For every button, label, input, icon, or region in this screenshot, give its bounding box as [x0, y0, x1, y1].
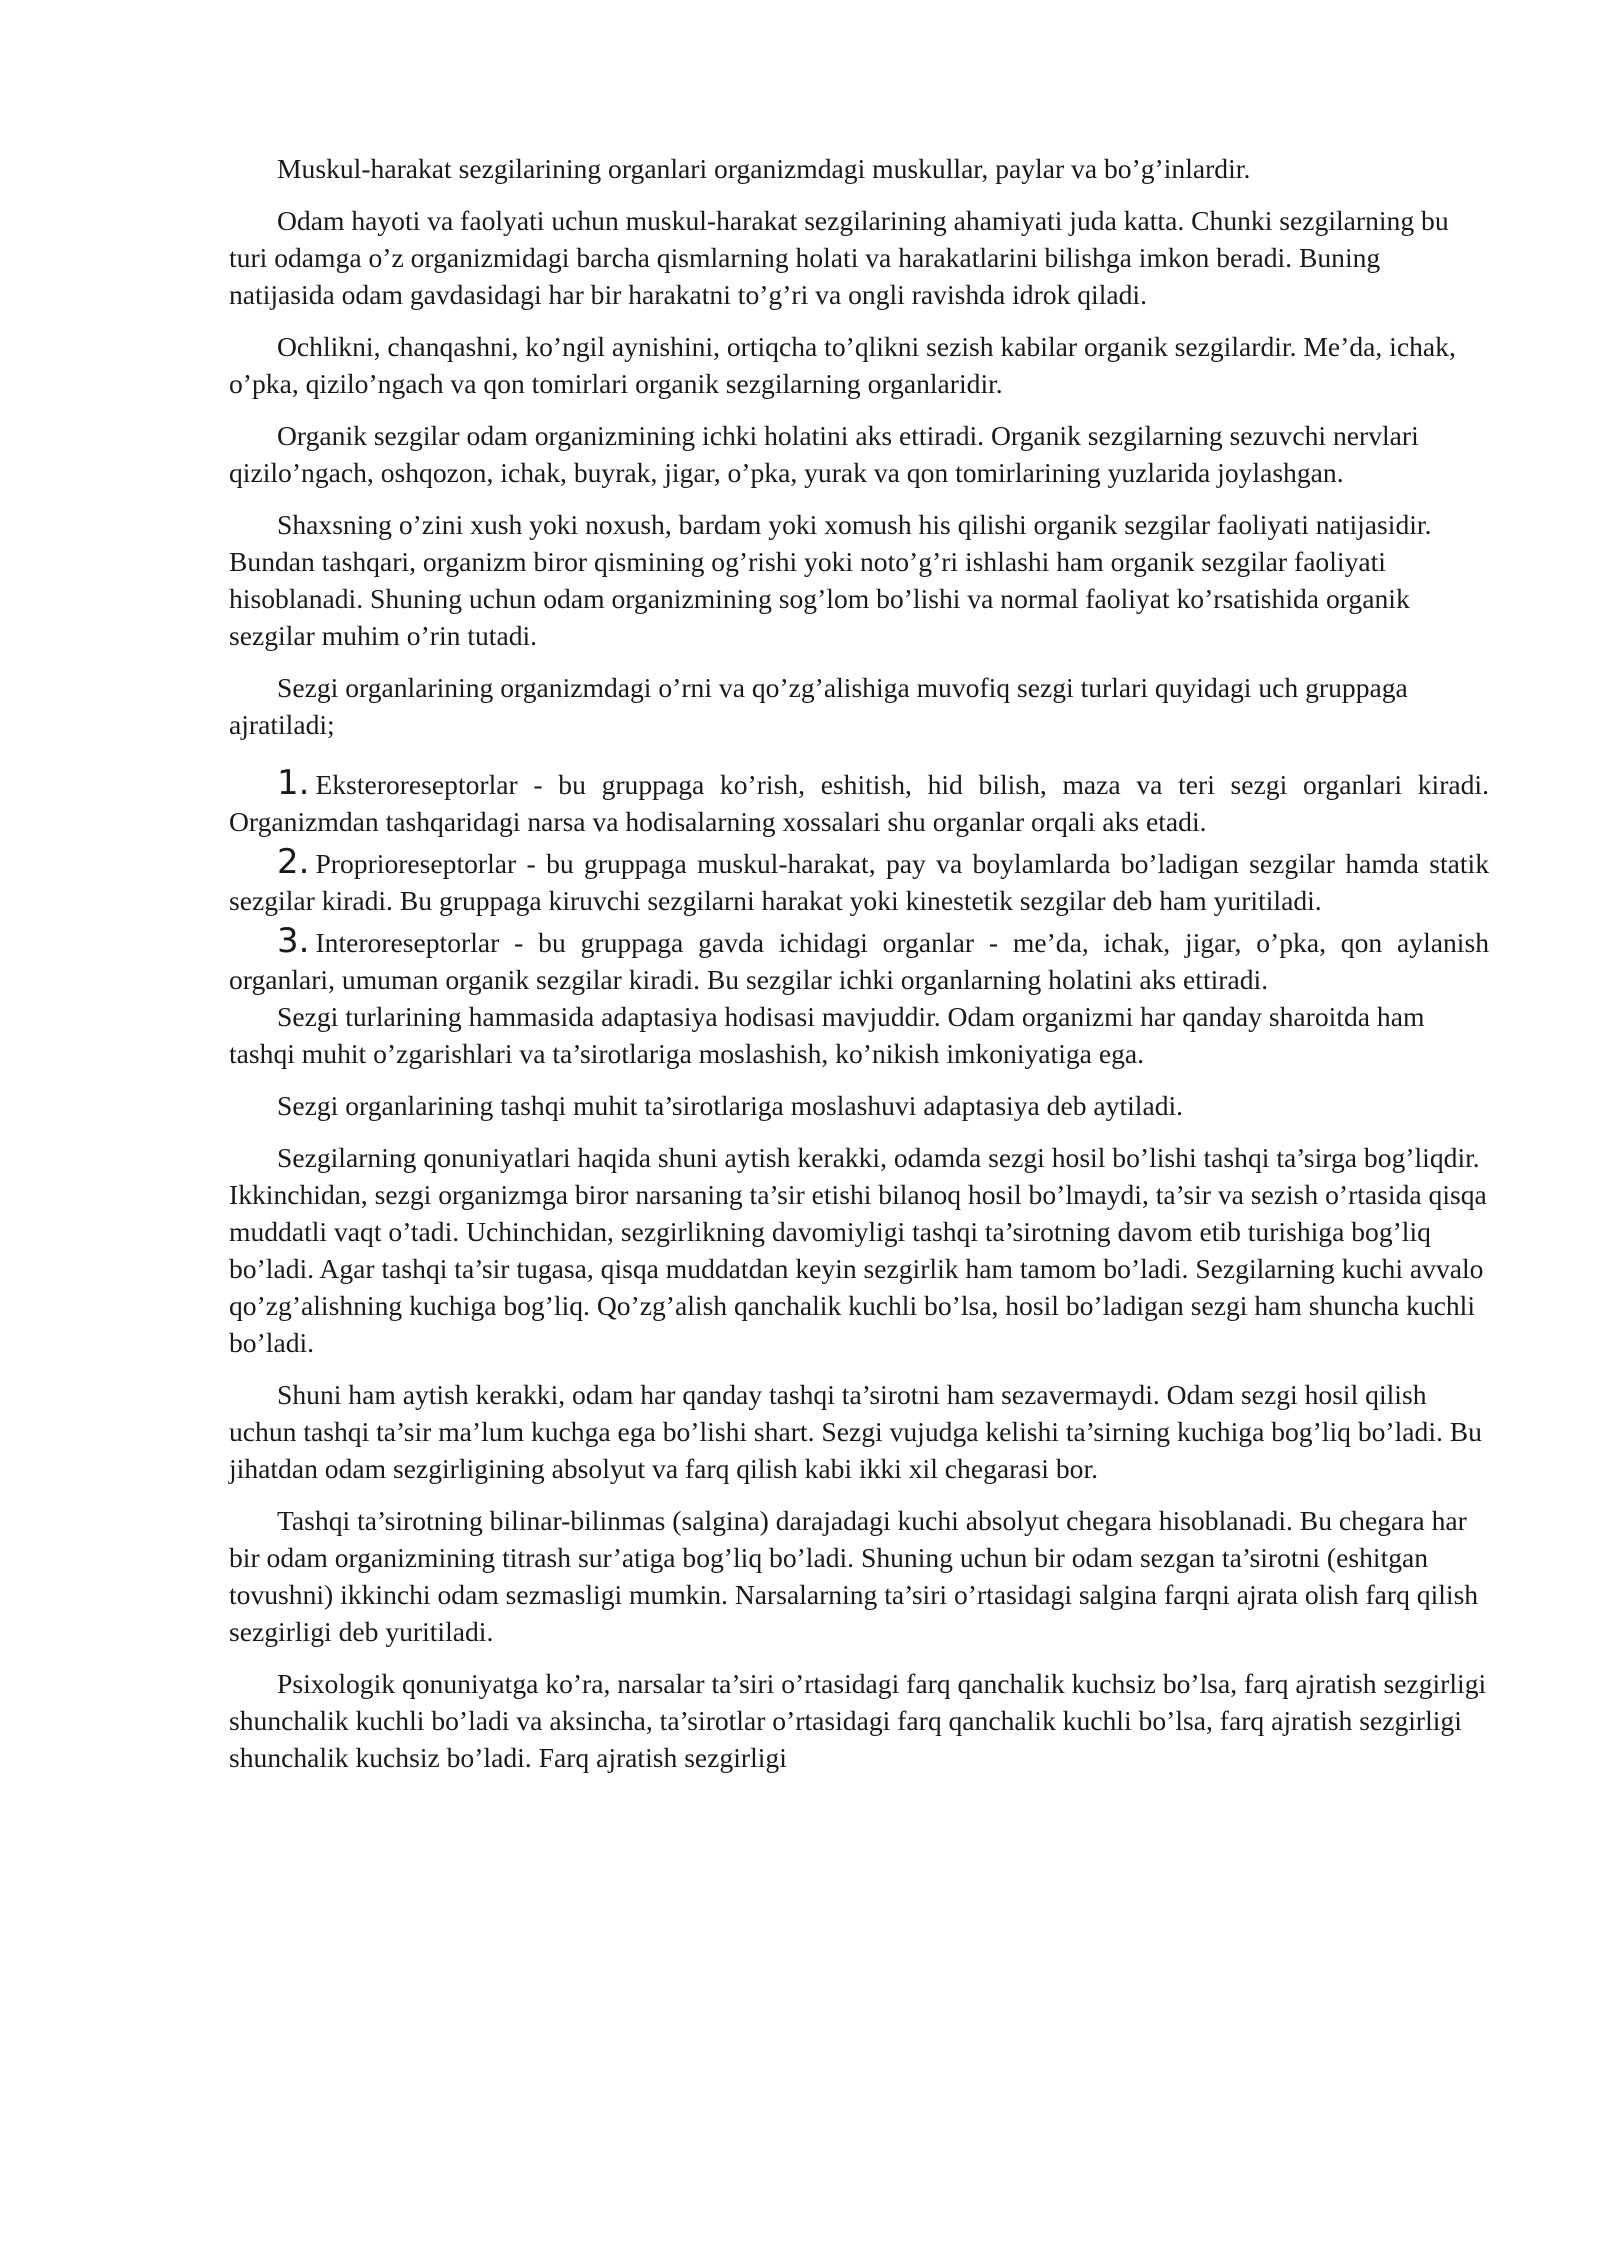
paragraph-organic-internal-state: Organik sezgilar odam organizmining ichki holatini aks ettiradi. Organik sezgilarning sezuvchi nervlari qizilo’ngach, oshqozon, ichak, buyrak, jigar, o’pka, yurak va qon tomirlarining yuzlarida joylashgan. — [229, 420, 1419, 488]
list-item — [229, 765, 1489, 840]
paragraph-muscle-organs: Muskul-harakat sezgilarining organlari organizmdagi muskullar, paylar va bo’g’inlardir. — [277, 153, 1251, 184]
paragraph-muscle-importance: Odam hayoti va faolyati uchun muskul-harakat sezgilarining ahamiyati juda katta. Chunki sezgilarning bu turi odamga o’z organizmidagi barcha qismlarning holati va harakatlarini bilishga imkon beradi. Buning natijasida odam gavdasidagi har bir harakatni to’g’ri va ongli ravishda idrok qiladi. — [229, 205, 1449, 310]
paragraph-absolute-threshold: Tashqi ta’sirotning bilinar-bilinmas (salgina) darajadagi kuchi absolyut chegara hisoblanadi. Bu chegara har bir odam organizmining titrash sur’atiga bog’liq bo’ladi. Shuning uchun bir odam sezgan ta’sirotni (eshitgan tovushni) ikkinchi odam sezmasligi mumkin. Narsalarning ta’siri o’rtasidagi salgina farqni ajrata olish farq qilish sezgirligi deb yuritiladi. — [229, 1505, 1479, 1647]
paragraph-adaptation: Sezgi turlarining hammasida adaptasiya hodisasi mavjuddir. Odam organizmi har qanday sharoitda ham tashqi muhit o’zgarishlari va ta’sirotlariga moslashish, ko’nikish imkoniyatiga ega. — [229, 1001, 1425, 1069]
list-item-text: Eksteroreseptorlar - bu gruppaga ko’rish, eshitish, hid bilish, maza va teri sezgi organlari kiradi. Organizmdan tashqaridagi narsa va hodisalarning xossalari shu organlar orqali aks etadi. — [229, 769, 1489, 837]
paragraph-three-groups-intro: Sezgi organlarining organizmdagi o’rni va qo’zg’alishiga muvofiq sezgi turlari quyidagi uch gruppaga ajratiladi; — [229, 672, 1408, 740]
list-item-text: Interoreseptorlar - bu gruppaga gavda ichidagi organlar - me’da, ichak, jigar, o’pka, qon aylanish organlari, umuman organik sezgilar kiradi. Bu sezgilar ichki organlarning holatini aks ettiradi. — [229, 927, 1489, 995]
list-item-text: Proprioreseptorlar - bu gruppaga muskul-harakat, pay va boylamlarda bo’ladigan sezgilar hamda statik sezgilar kiradi. Bu gruppaga kiruvchi sezgilarni harakat yoki kinestetik sezgilar deb ham yuritiladi. — [229, 848, 1489, 916]
list-item — [229, 923, 1489, 998]
paragraph-organic-sensations: Ochlikni, chanqashni, ko’ngil aynishini, ortiqcha to’qlikni sezish kabilar organik sezgilardir. Me’da, ichak, o’pka, qizilo’ngach va qon tomirlari organik sezgilarning organlaridir. — [229, 331, 1456, 399]
list-item-number: 3. — [277, 921, 310, 961]
paragraph-organic-activity: Shaxsning o’zini xush yoki noxush, bardam yoki xomush his qilishi organik sezgilar faoliyati natijasidir. Bundan tashqari, organizm biror qismining og’rishi yoki noto’g’ri ishlashi ham organik sezgilar faoliyati hisoblanadi. Shuning uchun odam organizmining sog’lom bo’lishi va normal faoliyat ko’rsatishida organik sezgilar muhim o’rin tutadi. — [229, 509, 1432, 651]
paragraph-adaptation-definition: Sezgi organlarining tashqi muhit ta’sirotlariga moslashuvi adaptasiya deb aytiladi. — [277, 1090, 1184, 1121]
paragraph-psychological-law: Psixologik qonuniyatga ko’ra, narsalar ta’siri o’rtasidagi farq qanchalik kuchsiz bo’lsa, farq ajratish sezgirligi shunchalik kuchli bo’ladi va aksincha, ta’sirotlar o’rtasidagi farq qanchalik kuchli bo’lsa, farq ajratish sezgirligi shunchalik kuchsiz bo’ladi. Farq ajratish sezgirligi — [229, 1668, 1487, 1773]
list-item-number: 1. — [277, 763, 310, 803]
paragraph-sensitivity-thresholds: Shuni ham aytish kerakki, odam har qanday tashqi ta’sirotni ham sezavermaydi. Odam sezgi hosil qilish uchun tashqi ta’sir ma’lum kuchga ega bo’lishi shart. Sezgi vujudga kelishi ta’sirning kuchiga bog’liq bo’ladi. Bu jihatdan odam sezgirligining absolyut va farq qilish kabi ikki xil chegarasi bor. — [229, 1379, 1482, 1484]
list-item-number: 2. — [277, 842, 310, 882]
list-item — [229, 844, 1489, 919]
document-body — [229, 150, 1489, 1776]
paragraph-sensation-laws: Sezgilarning qonuniyatlari haqida shuni aytish kerakki, odamda sezgi hosil bo’lishi tashqi ta’sirga bog’liqdir. Ikkinchidan, sezgi organizmga biror narsaning ta’sir etishi bilanoq hosil bo’lmaydi, ta’sir va sezish o’rtasida qisqa muddatli vaqt o’tadi. Uchinchidan, sezgirlikning davomiyligi tashqi ta’sirotning davom etib turishiga bog’liq bo’ladi. Agar tashqi ta’sir tugasa, qisqa muddatdan keyin sezgirlik ham tamom bo’ladi. Sezgilarning kuchi avvalo qo’zg’alishning kuchiga bog’liq. Qo’zg’alish qanchalik kuchli bo’lsa, hosil bo’ladigan sezgi ham shuncha kuchli bo’ladi. — [229, 1142, 1487, 1358]
